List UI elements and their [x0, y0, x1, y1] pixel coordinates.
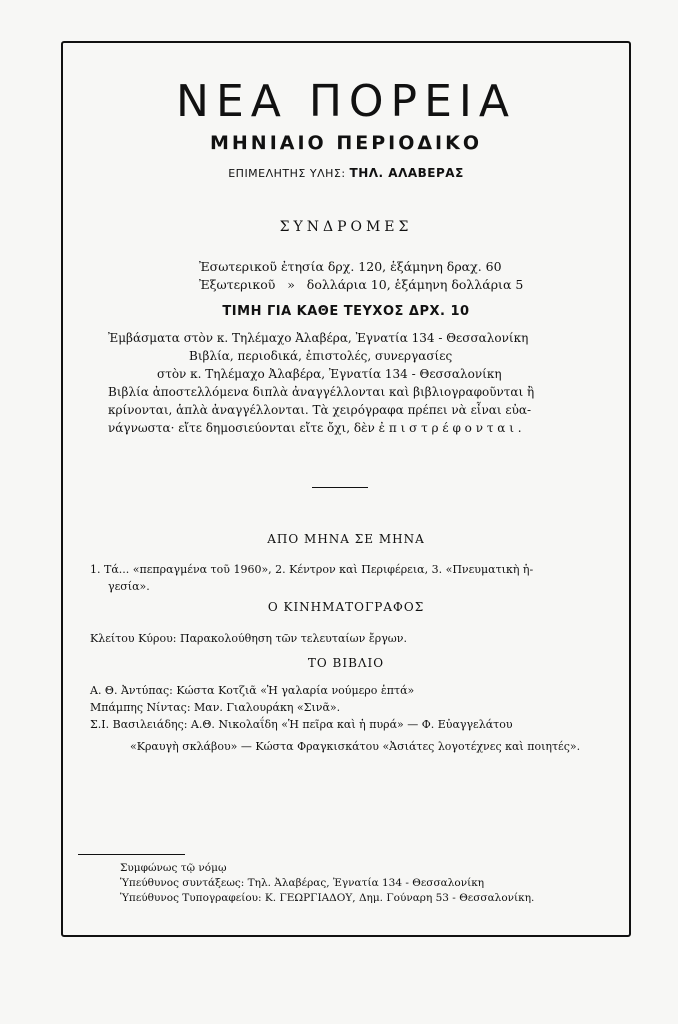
book-section-heading: ΤΟ ΒΙΒΛΙΟ — [307, 656, 385, 670]
subscriptions-heading: ΣΥΝΔΡΟΜΕΣ — [279, 219, 413, 235]
month-section-text-cont: γεσία». — [108, 580, 150, 593]
month-section-heading: ΑΠΟ ΜΗΝΑ ΣΕ ΜΗΝΑ — [267, 532, 425, 546]
subscription-foreign: Ἐξωτερικοῦ » δολλάρια 10, ἑξάμηνη δολλάρια 5 — [199, 277, 524, 292]
footnote-printer: Ὑπεύθυνος Τυπογραφείου: Κ. ΓΕΩΡΓΙΑΔΟΥ, Δημ. Γούναρη 53 - Θεσσαλονίκη. — [120, 892, 535, 904]
info-line: Βιβλία, περιοδικά, ἐπιστολές, συνεργασίες — [189, 349, 453, 363]
info-line: Βιβλία ἀποστελλόμενα διπλὰ ἀναγγέλλονται καὶ βιβλιογραφοῦνται ἢ — [108, 385, 535, 399]
editor-label: ΕΠΙΜΕΛΗΤΗΣ ΥΛΗΣ: — [228, 167, 346, 180]
issue-price: ΤΙΜΗ ΓΙΑ ΚΑΘΕ ΤΕΥΧΟΣ ΔΡΧ. 10 — [222, 304, 470, 319]
editor-name: ΤΗΛ. ΑΛΑΒΕΡΑΣ — [349, 166, 464, 180]
info-line: νάγνωστα· εἴτε δημοσιεύονται εἴτε ὄχι, δὲν ἐ π ι σ τ ρ έ φ ο ν τ α ι . — [108, 421, 522, 435]
section-divider — [312, 487, 368, 488]
editor-credit — [61, 166, 631, 180]
footnote-editor: Ὑπεύθυνος συντάξεως: Τηλ. Ἀλαβέρας, Ἐγνατία 134 - Θεσσαλονίκη — [120, 877, 485, 889]
subscription-domestic: Ἐσωτερικοῦ ἐτησία δρχ. 120, ἑξάμηνη δραχ. 60 — [199, 259, 502, 274]
info-line: Ἐμβάσματα στὸν κ. Τηλέμαχο Ἀλαβέρα, Ἐγνατία 134 - Θεσσαλονίκη — [108, 331, 529, 345]
cinema-section-text: Κλείτου Κύρου: Παρακολούθηση τῶν τελευταίων ἔργων. — [90, 632, 407, 645]
info-line: κρίνονται, ἁπλὰ ἀναγγέλλονται. Τὰ χειρόγραφα πρέπει νὰ εἶναι εὐα- — [108, 403, 532, 417]
magazine-title: ΝΕΑ ΠΟΡΕΙΑ — [176, 76, 516, 127]
book-review-line: Μπάμπης Νίντας: Μαν. Γιαλουράκη «Σινᾶ». — [90, 701, 341, 714]
book-review-line: «Κραυγὴ σκλάβου» — Κώστα Φραγκισκάτου «Ἀσιάτες λογοτέχνες καὶ ποιητές». — [130, 740, 581, 753]
book-review-line: Α. Θ. Ἀντύπας: Κώστα Κοτζιᾶ «Ἡ γαλαρία νούμερο ἑπτά» — [90, 684, 415, 697]
month-section-text: 1. Τά... «πεπραγμένα τοῦ 1960», 2. Κέντρον καὶ Περιφέρεια, 3. «Πνευματικὴ ἡ- — [90, 563, 534, 576]
magazine-subtitle: ΜΗΝΙΑΙΟ ΠΕΡΙΟΔΙΚΟ — [210, 132, 482, 154]
footnote-legal: Συμφώνως τῷ νόμῳ — [120, 862, 227, 874]
cinema-section-heading: Ο ΚΙΝΗΜΑΤΟΓΡΑΦΟΣ — [267, 600, 425, 614]
footnote-rule — [78, 854, 185, 855]
info-line: στὸν κ. Τηλέμαχο Ἀλαβέρα, Ἐγνατία 134 - Θεσσαλονίκη — [157, 367, 502, 381]
book-review-line: Σ.Ι. Βασιλειάδης: Α.Θ. Νικολαΐδη «Ἡ πεῖρα καὶ ἡ πυρά» — Φ. Εὐαγγελάτου — [90, 718, 513, 731]
